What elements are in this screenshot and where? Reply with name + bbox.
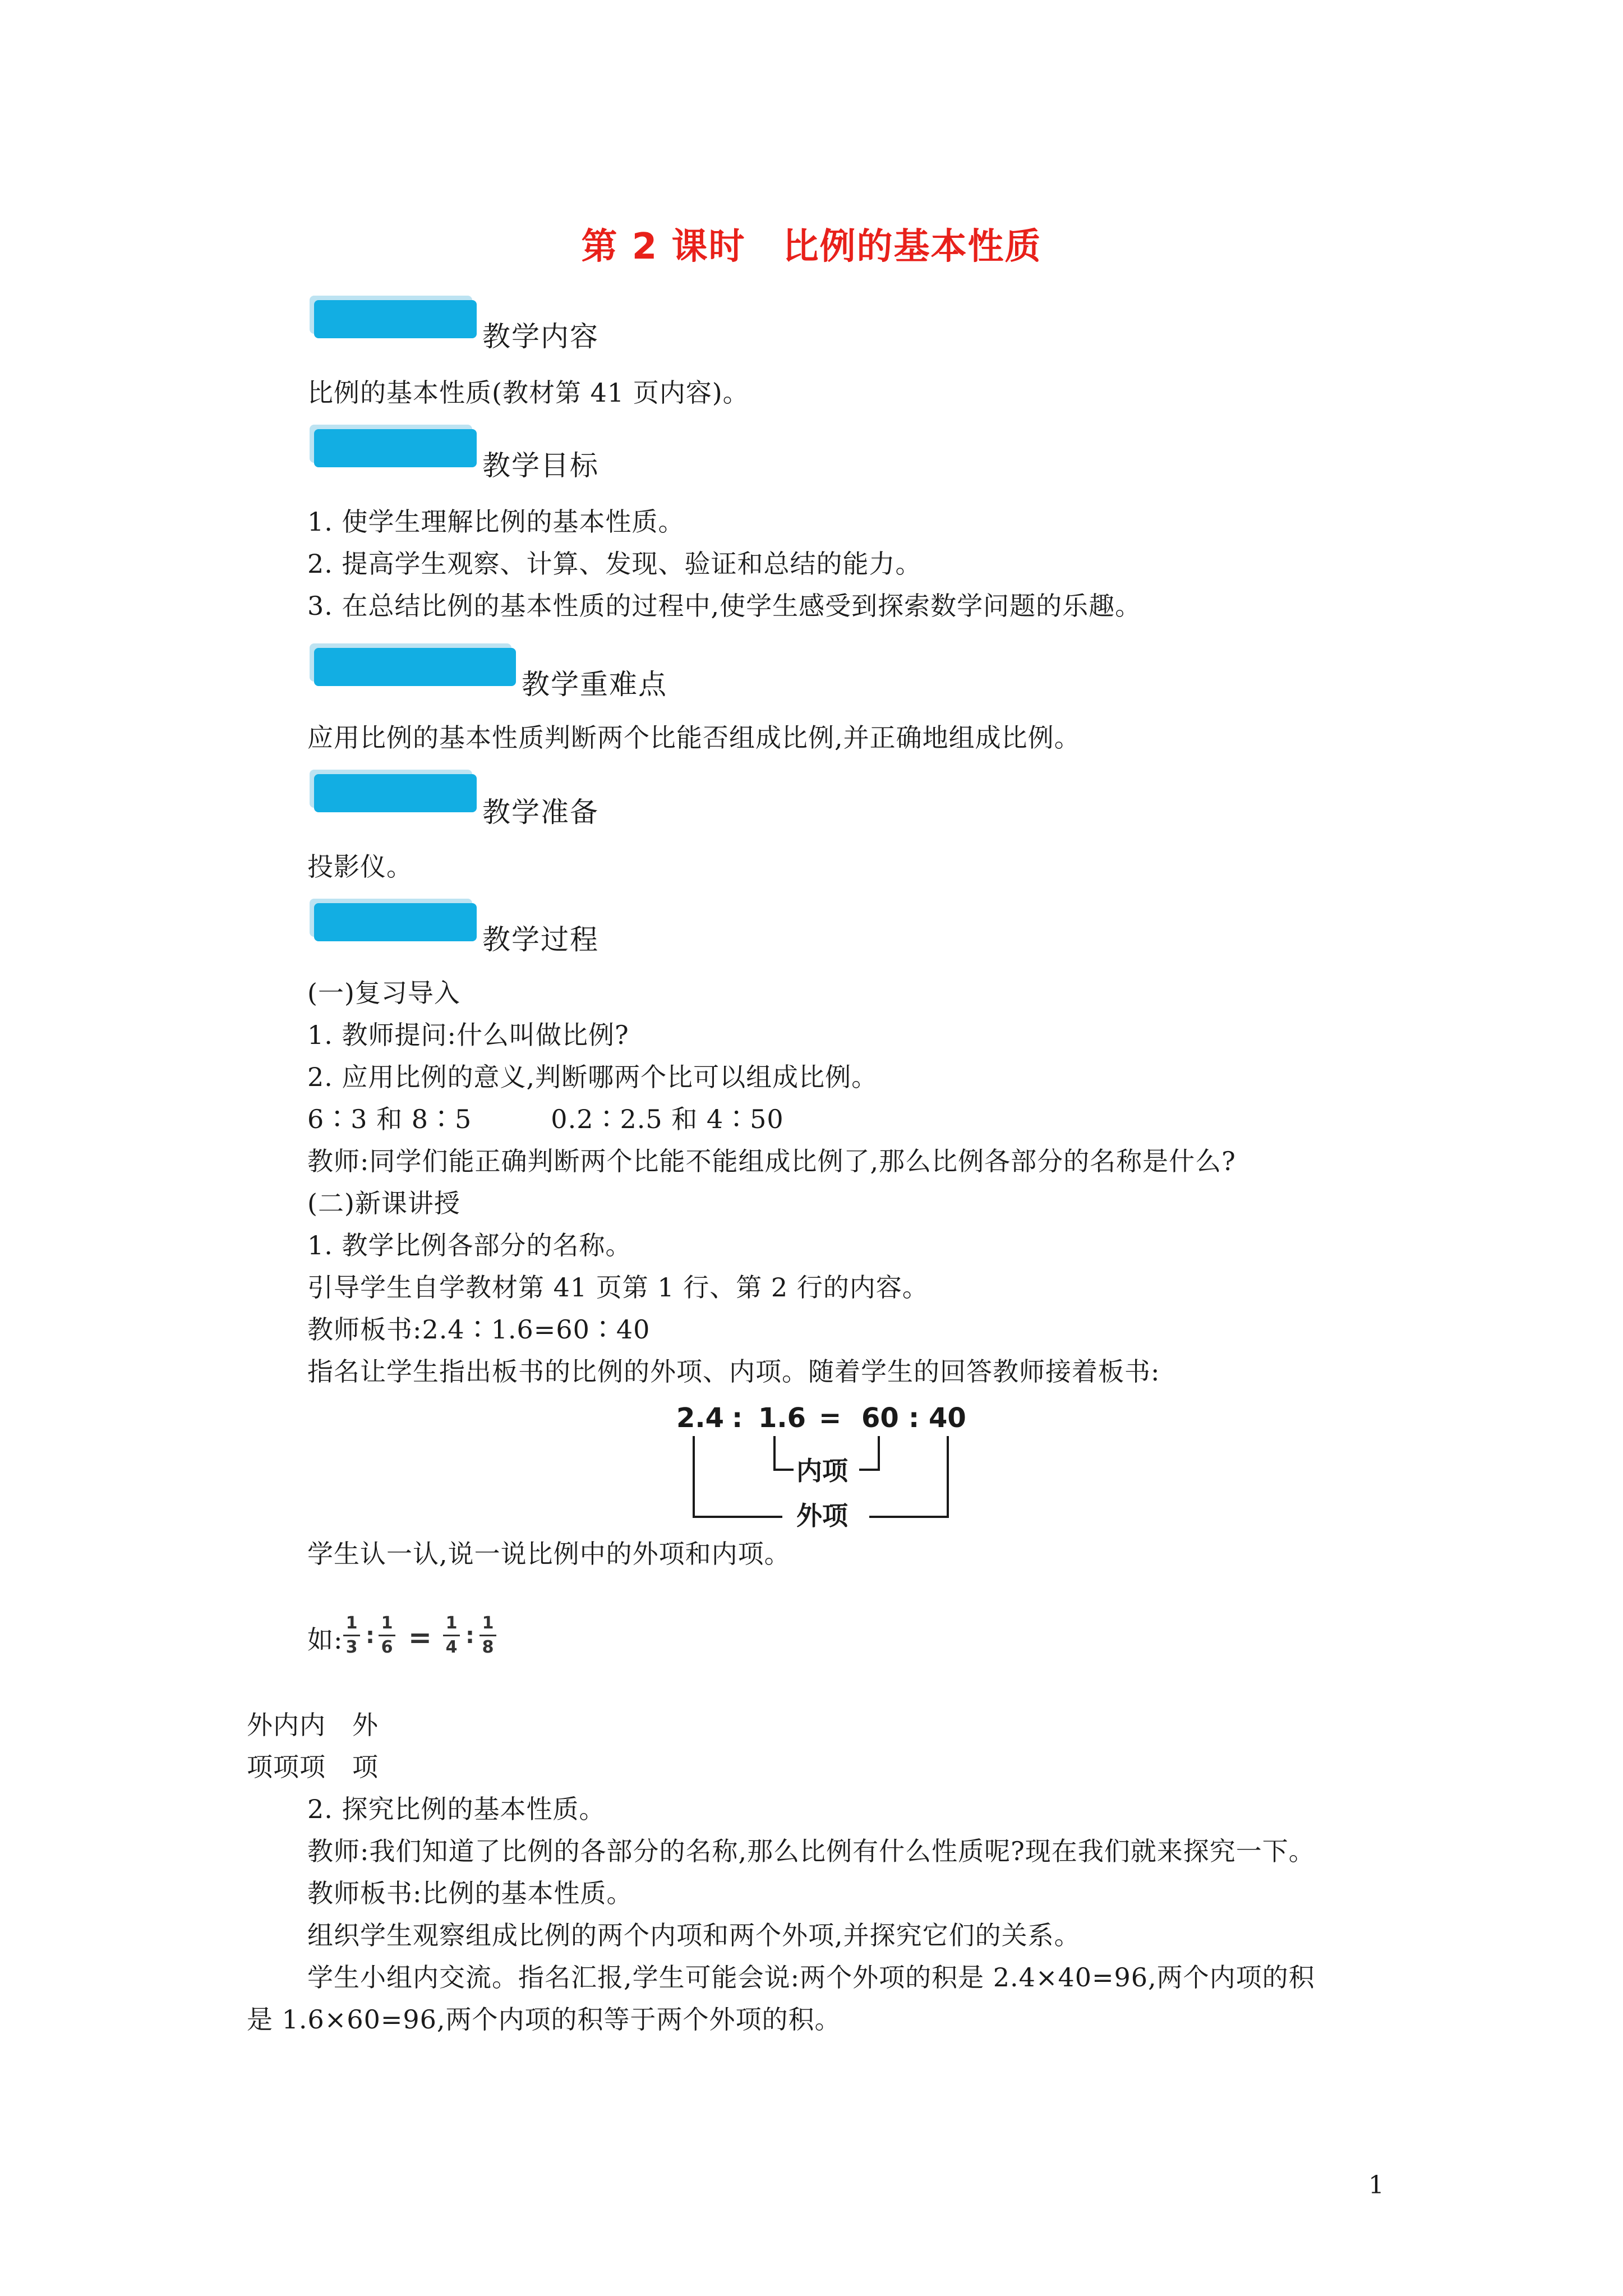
fraction-colon: : — [465, 1623, 474, 1649]
diagram-term-outer-right: 40 — [929, 1402, 966, 1434]
denominator: 6 — [381, 1637, 393, 1657]
fraction-bar — [343, 1635, 360, 1636]
process-line: 组织学生观察组成比例的两个内项和两个外项,并探究它们的关系。 — [307, 1920, 1081, 1950]
numerator: 1 — [345, 1613, 358, 1633]
fraction-bar — [443, 1635, 460, 1636]
section-heading-content: 教学内容 — [482, 320, 599, 353]
section-heading-key: 教学重难点 — [522, 668, 667, 701]
example-prefix: 如: — [307, 1625, 343, 1655]
outer-bracket-right — [947, 1436, 949, 1518]
process-line: 教师板书:比例的基本性质。 — [307, 1878, 633, 1908]
fraction-colon: : — [366, 1623, 375, 1649]
process-line: 1. 教学比例各部分的名称。 — [307, 1230, 632, 1260]
diagram-term-inner-right: 60 — [861, 1402, 899, 1434]
process-line: 教师:我们知道了比例的各部分的名称,那么比例有什么性质呢?现在我们就来探究一下。 — [307, 1836, 1315, 1866]
denominator: 4 — [445, 1637, 458, 1657]
content-text: 比例的基本性质(教材第 41 页内容)。 — [307, 378, 749, 408]
key-text: 应用比例的基本性质判断两个比能否组成比例,并正确地组成比例。 — [307, 723, 1081, 753]
process-line: 学生小组内交流。指名汇报,学生可能会说:两个外项的积是 2.4×40=96,两个内项的积 — [307, 1962, 1315, 1993]
term-label-row: 项项项 项 — [247, 1752, 379, 1782]
inner-term-label: 内项 — [796, 1456, 848, 1486]
inner-bracket-bottom-left — [773, 1469, 794, 1471]
section-badge — [314, 429, 477, 467]
goal-item: 3. 在总结比例的基本性质的过程中,使学生感受到探索数学问题的乐趣。 — [307, 591, 1142, 621]
section-heading-goals: 教学目标 — [482, 449, 599, 482]
outer-bracket-bottom-left — [693, 1516, 782, 1518]
process-line: 指名让学生指出板书的比例的外项、内项。随着学生的回答教师接着板书: — [307, 1356, 1160, 1387]
diagram-equals: = — [819, 1402, 842, 1434]
fraction — [443, 1614, 460, 1657]
goal-item: 2. 提高学生观察、计算、发现、验证和总结的能力。 — [307, 549, 922, 579]
section-heading-process: 教学过程 — [482, 923, 599, 956]
section-badge — [314, 774, 477, 812]
fraction — [379, 1614, 395, 1657]
numerator: 1 — [445, 1613, 458, 1633]
denominator: 8 — [482, 1637, 494, 1657]
fraction-bar — [379, 1635, 395, 1636]
prep-text: 投影仪。 — [307, 852, 413, 882]
diagram-colon: : — [909, 1402, 920, 1434]
process-line: 引导学生自学教材第 41 页第 1 行、第 2 行的内容。 — [307, 1272, 929, 1303]
diagram-term-inner-left: 1.6 — [758, 1402, 806, 1434]
fraction — [343, 1614, 360, 1657]
outer-term-label: 外项 — [796, 1501, 848, 1531]
process-line: 教师板书:2.4∶1.6=60∶40 — [307, 1314, 651, 1345]
inner-bracket-left — [773, 1436, 776, 1471]
section-badge — [314, 648, 516, 686]
diagram-term-outer-left: 2.4 — [676, 1402, 725, 1434]
process-line: 教师:同学们能正确判断两个比能不能组成比例了,那么比例各部分的名称是什么? — [307, 1146, 1236, 1176]
process-line: 2. 探究比例的基本性质。 — [307, 1794, 606, 1824]
process-line: (二)新课讲授 — [307, 1188, 460, 1218]
process-line: 是 1.6×60=96,两个内项的积等于两个外项的积。 — [247, 2004, 841, 2035]
numerator: 1 — [482, 1613, 494, 1633]
process-line: (一)复习导入 — [307, 978, 460, 1008]
fraction — [479, 1614, 496, 1657]
page-number: 1 — [1368, 2171, 1384, 2200]
fraction-equals: = — [408, 1621, 432, 1654]
inner-bracket-right — [878, 1436, 880, 1471]
process-line: 1. 教师提问:什么叫做比例? — [307, 1020, 629, 1050]
inner-bracket-bottom-right — [859, 1469, 880, 1471]
outer-bracket-left — [693, 1436, 695, 1518]
denominator: 3 — [345, 1637, 358, 1657]
process-line: 6∶3 和 8∶5 0.2∶2.5 和 4∶50 — [307, 1104, 784, 1134]
term-label-row: 外内内 外 — [247, 1710, 379, 1740]
section-badge — [314, 903, 477, 941]
outer-bracket-bottom-right — [869, 1516, 949, 1518]
process-line: 学生认一认,说一说比例中的外项和内项。 — [307, 1539, 791, 1569]
section-badge — [314, 300, 477, 338]
diagram-colon: : — [732, 1402, 743, 1434]
fraction-bar — [479, 1635, 496, 1636]
goal-item: 1. 使学生理解比例的基本性质。 — [307, 507, 685, 537]
section-heading-prep: 教学准备 — [482, 796, 599, 829]
process-line: 2. 应用比例的意义,判断哪两个比可以组成比例。 — [307, 1062, 878, 1092]
numerator: 1 — [381, 1613, 393, 1633]
lesson-title: 第 2 课时 比例的基本性质 — [581, 226, 1042, 268]
